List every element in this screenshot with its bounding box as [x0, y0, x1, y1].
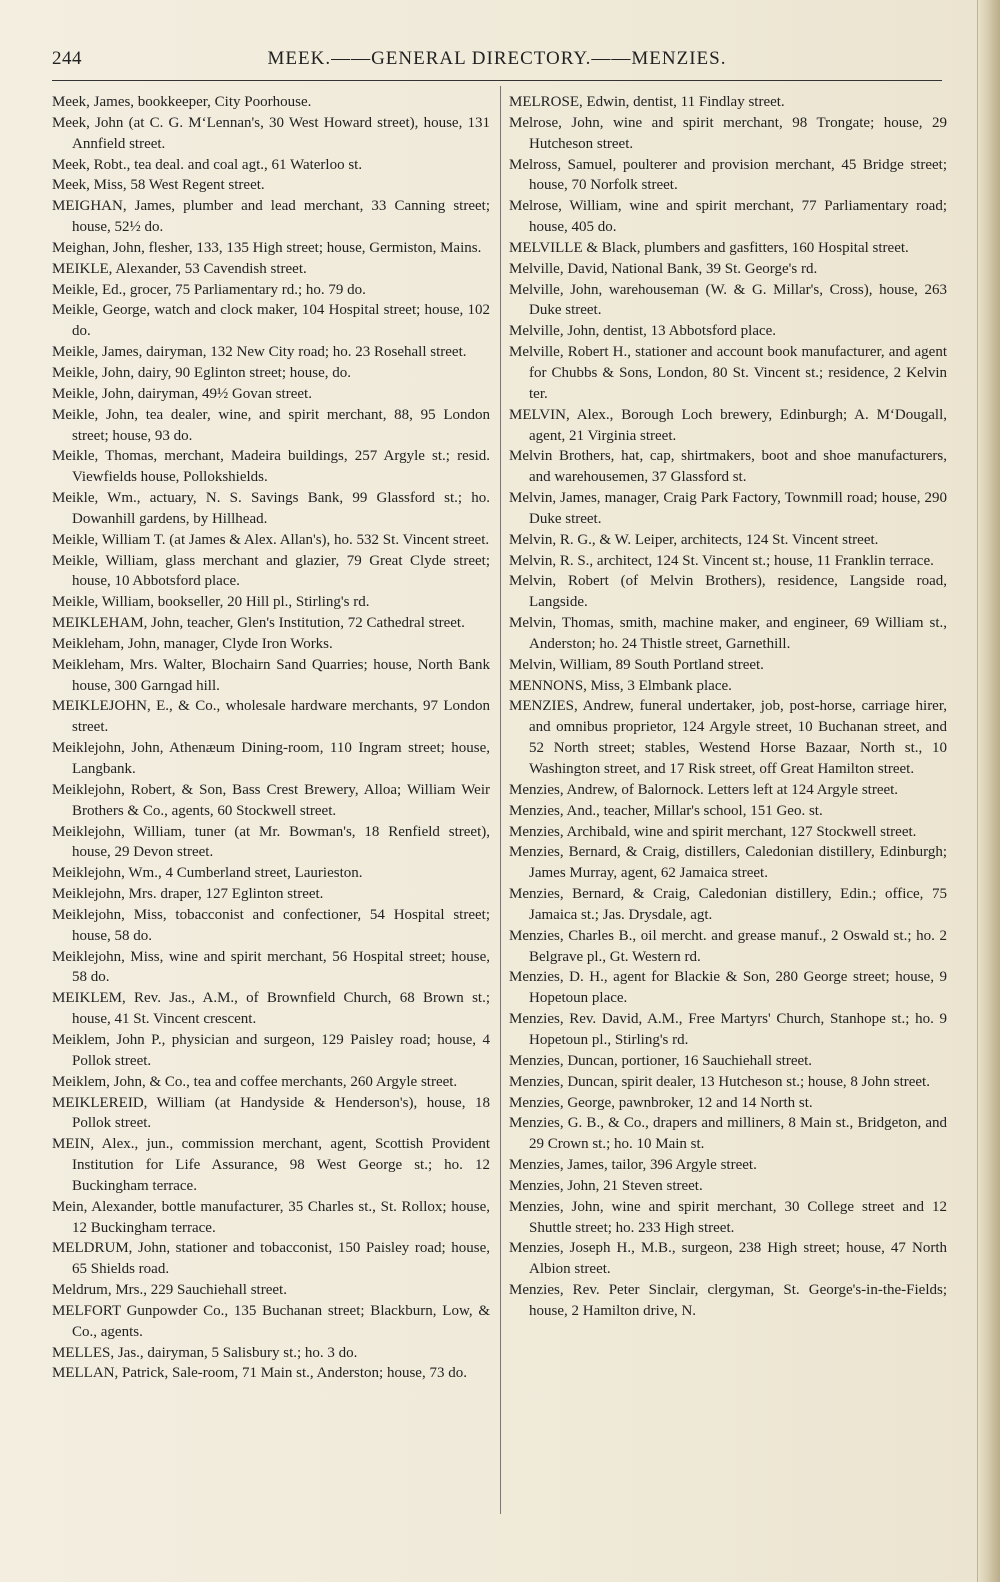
directory-entry: Meikle, Thomas, merchant, Madeira buildings, 257 Argyle st.; resid. Viewfields house, Pollokshields. — [52, 448, 490, 486]
header-rule — [52, 80, 942, 81]
directory-entry: Menzies, Bernard, & Craig, Caledonian distillery, Edin.; office, 75 Jamaica st.; Jas. Drysdale, agt. — [509, 886, 947, 923]
directory-entry: Meiklem, John P., physician and surgeon, 129 Paisley road; house, 4 Pollok street. — [52, 1031, 490, 1069]
directory-entry: Melvin, R. S., architect, 124 St. Vincent st.; house, 11 Franklin terrace. — [509, 552, 934, 569]
directory-entry: Melrose, John, wine and spirit merchant, 98 Trongate; house, 29 Hutcheson street. — [509, 114, 947, 152]
directory-entry: Menzies, George, pawnbroker, 12 and 14 North st. — [509, 1094, 813, 1111]
directory-entry: Meikle, William, bookseller, 20 Hill pl., Stirling's rd. — [52, 594, 370, 611]
directory-entry: Meighan, John, flesher, 133, 135 High street; house, Germiston, Mains. — [52, 239, 482, 256]
directory-entry: Menzies, Duncan, portioner, 16 Sauchiehall street. — [509, 1052, 813, 1069]
directory-entry: Meiklejohn, William, tuner (at Mr. Bowman's, 18 Renfield street), house, 29 Devon street. — [52, 823, 490, 861]
directory-entry: Meikle, James, dairyman, 132 New City road; ho. 23 Rosehall street. — [52, 344, 467, 361]
directory-entry: Mein, Alexander, bottle manufacturer, 35 Charles st., St. Rollox; house, 12 Buckingham terrace. — [52, 1198, 490, 1236]
directory-entry: Meiklejohn, Miss, wine and spirit merchant, 56 Hospital street; house, 58 do. — [52, 948, 490, 986]
directory-entry: Meikle, Ed., grocer, 75 Parliamentary rd.; ho. 79 do. — [52, 281, 366, 298]
directory-entry: Menzies, Bernard, & Craig, distillers, Caledonian distillery, Edinburgh; James Murray, agent, 62 Jamaica street. — [509, 844, 947, 882]
directory-entry: Meiklejohn, John, Athenæum Dining-room, 110 Ingram street; house, Langbank. — [52, 740, 490, 777]
directory-entry: Menzies, John, 21 Steven street. — [509, 1177, 703, 1194]
directory-entry: Menzies, D. H., agent for Blackie & Son, 280 George street; house, 9 Hopetoun place. — [509, 969, 947, 1007]
directory-entry: Meek, James, bookkeeper, City Poorhouse. — [52, 94, 312, 110]
directory-entry: Menzies, Duncan, spirit dealer, 13 Hutcheson st.; house, 8 John street. — [509, 1073, 930, 1090]
directory-entry: Melville, John, dentist, 13 Abbotsford place. — [509, 323, 777, 340]
directory-entry: Menzies, Rev. David, A.M., Free Martyrs' Church, Stanhope st.; ho. 9 Hopetoun pl., Stirling's rd. — [509, 1011, 947, 1048]
directory-entry: Menzies, John, wine and spirit merchant, 30 College street and 12 Shuttle street; ho. 233 High street. — [509, 1198, 947, 1236]
directory-entry: Melrose, William, wine and spirit merchant, 77 Parliamentary road; house, 405 do. — [509, 198, 947, 236]
directory-entry: Menzies, Andrew, of Balornock. Letters left at 124 Argyle street. — [509, 781, 899, 798]
directory-entry: Melross, Samuel, poulterer and provision merchant, 45 Bridge street; house, 70 Norfolk street. — [509, 156, 947, 194]
directory-entry: Meikle, William, glass merchant and glazier, 79 Great Clyde street; house, 10 Abbotsford place. — [52, 552, 490, 590]
directory-entry: MELLAN, Patrick, Sale-room, 71 Main st., Anderston; house, 73 do. — [52, 1365, 467, 1382]
directory-entry: MEIKLEREID, William (at Handyside & Henderson's), house, 18 Pollok street. — [52, 1094, 490, 1132]
directory-entry: MEIGHAN, James, plumber and lead merchant, 33 Canning street; house, 52½ do. — [52, 198, 490, 236]
directory-entry: MELVIN, Alex., Borough Loch brewery, Edinburgh; A. M‘Dougall, agent, 21 Virginia street. — [509, 406, 947, 444]
directory-entry: Melville, David, National Bank, 39 St. George's rd. — [509, 260, 818, 277]
directory-entry: MELROSE, Edwin, dentist, 11 Findlay street. — [509, 94, 785, 110]
directory-entry: Meek, Robt., tea deal. and coal agt., 61 Waterloo st. — [52, 156, 363, 173]
directory-entry: Melvin, William, 89 South Portland street. — [509, 656, 764, 673]
directory-entry: Meiklem, John, & Co., tea and coffee merchants, 260 Argyle street. — [52, 1073, 458, 1090]
directory-entry: Menzies, Rev. Peter Sinclair, clergyman, St. George's-in-the-Fields; house, 2 Hamilton drive, N. — [509, 1282, 947, 1319]
directory-entry: Menzies, G. B., & Co., drapers and milliners, 8 Main st., Bridgeton, and 29 Crown st.; ho. 10 Main st. — [509, 1115, 947, 1153]
directory-entry: Melvin Brothers, hat, cap, shirtmakers, boot and shoe manufacturers, and warehousemen, 37 Glassford st. — [509, 448, 947, 486]
directory-entry: MELFORT Gunpowder Co., 135 Buchanan street; Blackburn, Low, & Co., agents. — [52, 1302, 490, 1340]
directory-entry: Melville, John, warehouseman (W. & G. Millar's, Cross), house, 263 Duke street. — [509, 281, 947, 319]
directory-entry: Menzies, Archibald, wine and spirit merchant, 127 Stockwell street. — [509, 823, 917, 840]
directory-entry: MEIKLEHAM, John, teacher, Glen's Institution, 72 Cathedral street. — [52, 615, 465, 632]
directory-entry: Meiklejohn, Mrs. draper, 127 Eglinton street. — [52, 886, 324, 903]
directory-entry: Menzies, Charles B., oil mercht. and grease manuf., 2 Oswald st.; ho. 2 Belgrave pl., Gt. Western rd. — [509, 927, 947, 965]
directory-entry: Meikle, Wm., actuary, N. S. Savings Bank, 99 Glassford st.; ho. Dowanhill gardens, by Hillhead. — [52, 490, 490, 527]
directory-entry: MENZIES, Andrew, funeral undertaker, job, post-horse, carriage hirer, and omnibus proprietor, 124 Argyle street, 10 Buchanan street, and 52 North street; stables, Westend Horse Bazaar, North st., 10 Washington street, and 17 Risk street, off Great Hamilton street. — [509, 698, 947, 777]
directory-entry: Meikle, John, dairyman, 49½ Govan street. — [52, 385, 312, 402]
directory-entry: MEIKLEJOHN, E., & Co., wholesale hardware merchants, 97 London street. — [52, 698, 490, 736]
directory-entry: Menzies, James, tailor, 396 Argyle street. — [509, 1157, 757, 1174]
directory-entry: MELVILLE & Black, plumbers and gasfitters, 160 Hospital street. — [509, 239, 909, 256]
directory-entry: Meiklejohn, Wm., 4 Cumberland street, Laurieston. — [52, 865, 363, 882]
page-number: 244 — [52, 48, 82, 69]
directory-entry: Meiklejohn, Miss, tobacconist and confectioner, 54 Hospital street; house, 58 do. — [52, 906, 490, 944]
directory-entry: Menzies, Joseph H., M.B., surgeon, 238 High street; house, 47 North Albion street. — [509, 1240, 947, 1278]
directory-entry: MEIKLEM, Rev. Jas., A.M., of Brownfield Church, 68 Brown st.; house, 41 St. Vincent crescent. — [52, 990, 490, 1028]
directory-entry: Melvin, Robert (of Melvin Brothers), residence, Langside road, Langside. — [509, 573, 947, 611]
directory-entry: Meikleham, Mrs. Walter, Blochairn Sand Quarries; house, North Bank house, 300 Garngad hill. — [52, 656, 490, 694]
directory-entry: Melvin, R. G., & W. Leiper, architects, 124 St. Vincent street. — [509, 531, 879, 548]
directory-entry: MEIN, Alex., jun., commission merchant, agent, Scottish Provident Institution for Life Assurance, 98 West George st.; ho. 12 Buckingham terrace. — [52, 1136, 490, 1194]
directory-entry: Meikle, George, watch and clock maker, 104 Hospital street; house, 102 do. — [52, 302, 490, 340]
directory-entry: MELDRUM, John, stationer and tobacconist, 150 Paisley road; house, 65 Shields road. — [52, 1240, 490, 1278]
directory-entry: Meikle, John, dairy, 90 Eglinton street; house, do. — [52, 364, 351, 381]
directory-entry: Meek, John (at C. G. M‘Lennan's, 30 West Howard street), house, 131 Annfield street. — [52, 114, 490, 152]
directory-entry: MEIKLE, Alexander, 53 Cavendish street. — [52, 260, 307, 277]
directory-entry: Meikle, John, tea dealer, wine, and spirit merchant, 88, 95 London street; house, 93 do. — [52, 406, 490, 444]
book-spine-edge — [977, 0, 1000, 1582]
directory-entry: Meek, Miss, 58 West Regent street. — [52, 177, 265, 194]
directory-entry: Meikle, William T. (at James & Alex. Allan's), ho. 532 St. Vincent street. — [52, 531, 490, 548]
right-column — [509, 92, 947, 1322]
directory-entry: Meikleham, John, manager, Clyde Iron Works. — [52, 635, 333, 652]
column-separator — [500, 86, 501, 1514]
page-header — [52, 48, 942, 74]
directory-entry: MELLES, Jas., dairyman, 5 Salisbury st.; ho. 3 do. — [52, 1344, 358, 1361]
directory-entry: MENNONS, Miss, 3 Elmbank place. — [509, 677, 732, 694]
directory-entry: Meiklejohn, Robert, & Son, Bass Crest Brewery, Alloa; William Weir Brothers & Co., agents, 60 Stockwell street. — [52, 781, 490, 819]
left-column — [52, 92, 490, 1384]
directory-entry: Menzies, And., teacher, Millar's school, 151 Geo. st. — [509, 802, 823, 819]
running-head: MEEK.——GENERAL DIRECTORY.——MENZIES. — [267, 48, 727, 69]
directory-entry: Melvin, James, manager, Craig Park Factory, Townmill road; house, 290 Duke street. — [509, 490, 947, 527]
directory-entry: Melvin, Thomas, smith, machine maker, and engineer, 69 William st., Anderston; ho. 24 Thistle street, Garnethill. — [509, 615, 947, 652]
directory-entry: Melville, Robert H., stationer and account book manufacturer, and agent for Chubbs & Sons, London, 80 St. Vincent st.; residence, 2 Kelvin ter. — [509, 344, 947, 402]
directory-entry: Meldrum, Mrs., 229 Sauchiehall street. — [52, 1282, 287, 1299]
